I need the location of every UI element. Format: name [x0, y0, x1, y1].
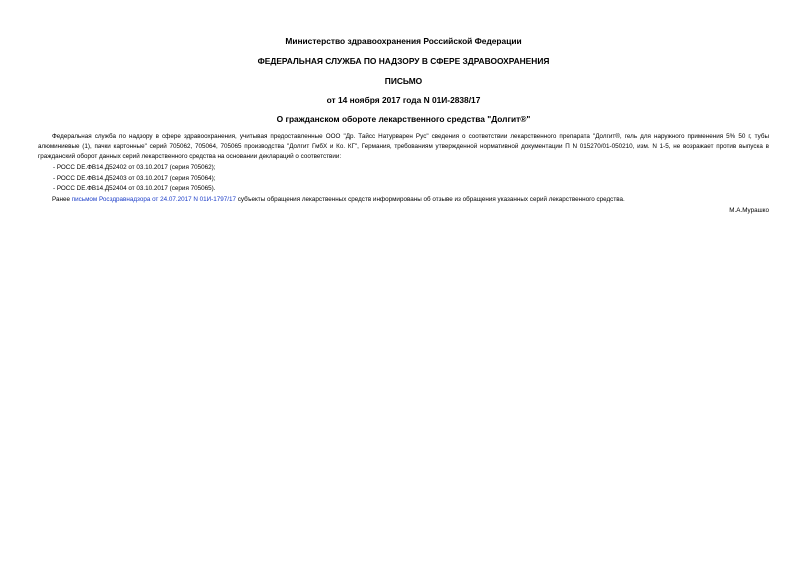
paragraph-2-prefix: Ранее: [52, 196, 72, 203]
body-paragraph-2: [38, 195, 769, 205]
subject-heading: О гражданском обороте лекарственного средства "Долгит®": [276, 114, 531, 124]
roszdravnadzor-letter-link[interactable]: письмом Росздравнадзора от 24.07.2017 N 01И-1797/17: [71, 196, 237, 203]
declaration-list-item: - РОСС DE.ФВ14.Д52402 от 03.10.2017 (серия 705062);: [53, 164, 216, 171]
paragraph-2-suffix: субъекты обращения лекарственных средств информированы об отзыве из обращения указанных серий лекарственного средства.: [236, 196, 625, 203]
body-paragraph-1: Федеральная служба по надзору в сфере здравоохранения, учитывая предоставленные ООО "Др. Тайсс Натурварен Рус" сведения о соответствии лекарственного препарата "Долгит®, гель для наружного применения 5% 50 г, тубы алюминиевые (1), пачки картонные" серий 705062, 705064, 705065 производства "Долгит ГмбХ и Ко. КГ", Германия, требованиям утвержденной нормативной документации П N 015270/01-050210, изм. N 1-5, не возражает против выпуска в гражданский оборот данных серий лекарственного средства на основании деклараций о соответствии:: [38, 133, 769, 160]
date-number-heading: от 14 ноября 2017 года N 01И-2838/17: [326, 95, 481, 105]
doc-type-heading: ПИСЬМО: [384, 76, 423, 86]
ministry-heading: Министерство здравоохранения Российской Федерации: [285, 36, 522, 46]
service-heading: ФЕДЕРАЛЬНАЯ СЛУЖБА ПО НАДЗОРУ В СФЕРЕ ЗДРАВООХРАНЕНИЯ: [257, 56, 550, 66]
declaration-list-item: - РОСС DE.ФВ14.Д52404 от 03.10.2017 (серия 705065).: [53, 185, 216, 192]
signature: М.А.Мурашко: [729, 207, 769, 214]
declaration-list-item: - РОСС DE.ФВ14.Д52403 от 03.10.2017 (серия 705064);: [53, 175, 216, 182]
